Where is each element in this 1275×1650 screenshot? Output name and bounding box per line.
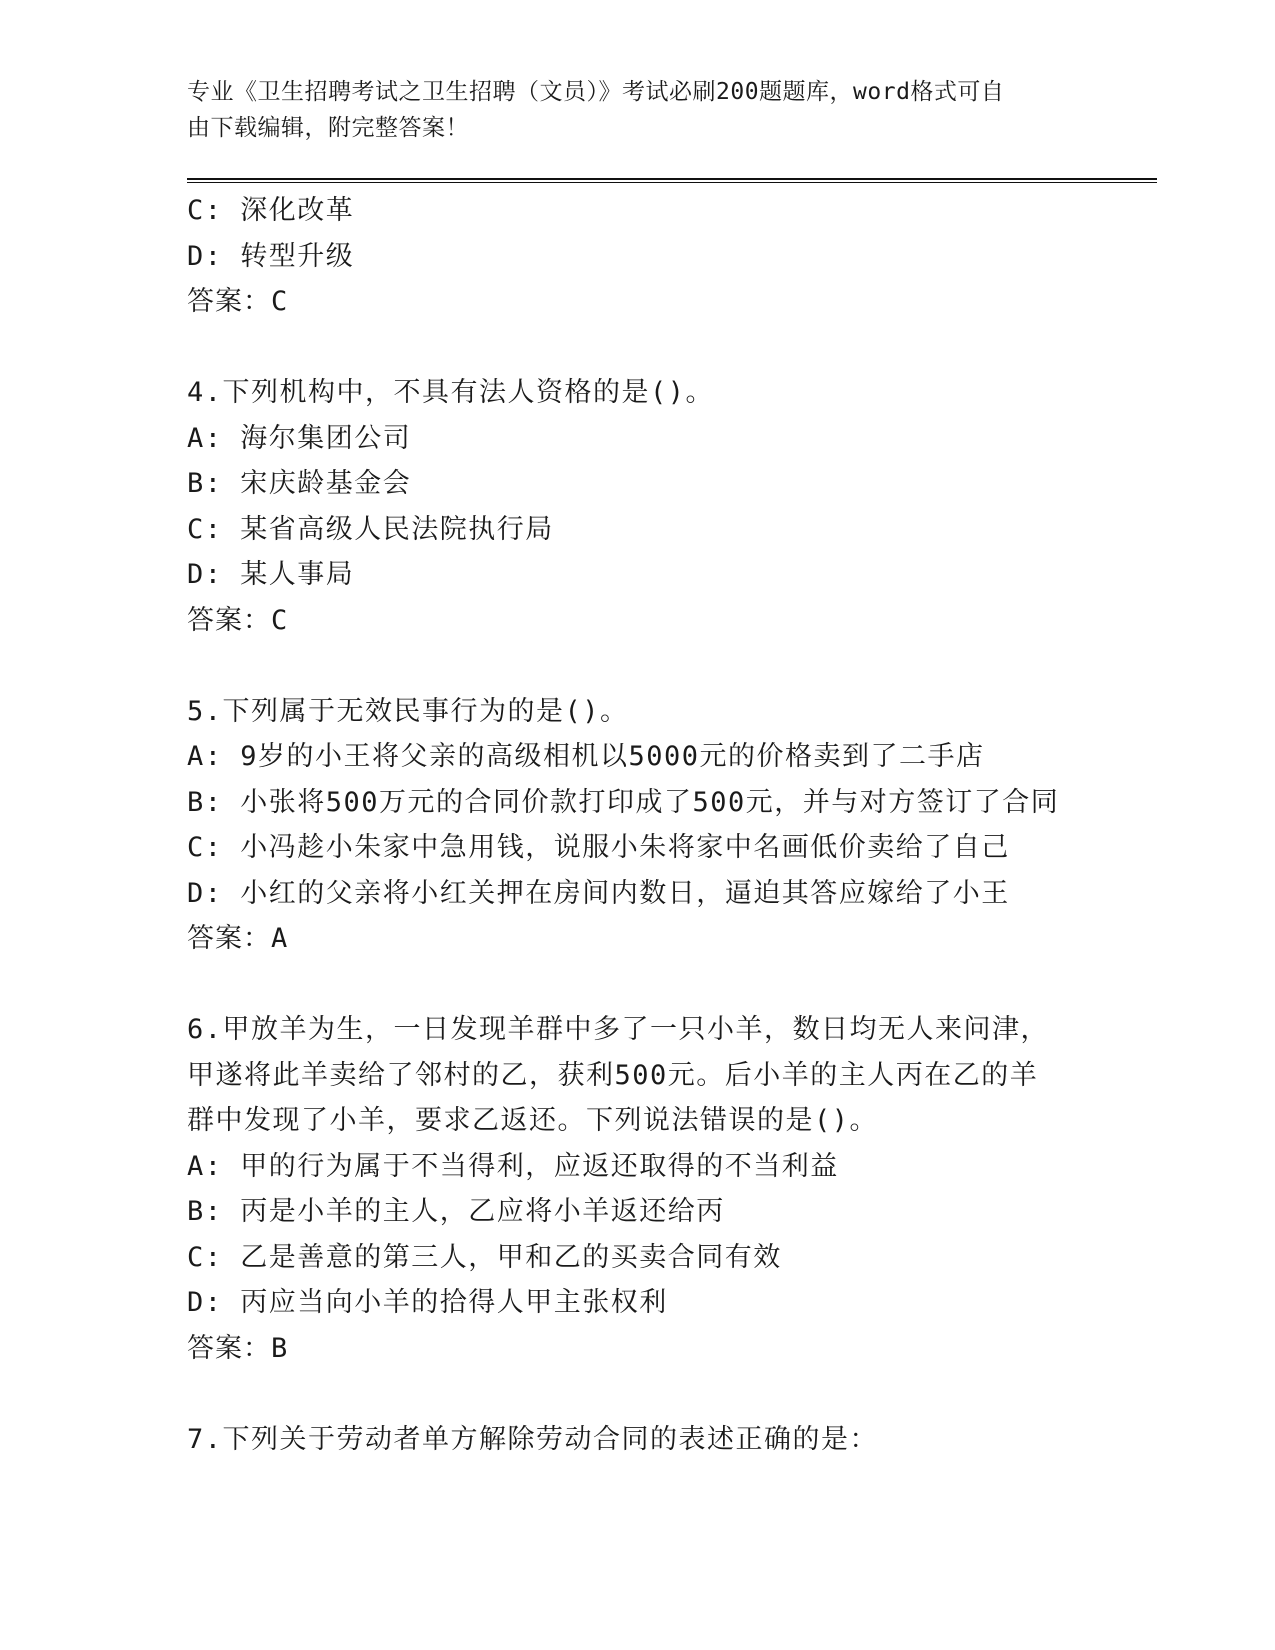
header-title-line-2: 由下载编辑，附完整答案！ [187,115,469,141]
q6-option-b: B: 丙是小羊的主人，乙应将小羊返还给丙 [187,1196,725,1227]
question-4-block [187,370,1127,643]
q4-option-c: C: 某省高级人民法院执行局 [187,513,554,545]
q4-answer: 答案：C [187,604,289,636]
q5-answer: 答案：A [187,923,289,954]
question-7-block [187,1417,1127,1463]
document-body [187,188,1127,1462]
spacer [187,1371,1127,1417]
q5-option-c: C: 小冯趁小朱家中急用钱，说服小朱将家中名画低价卖给了自己 [187,832,1010,863]
header-title-line-1: 专业《卫生招聘考试之卫生招聘（文员）》考试必刷200题题库，word格式可自 [187,79,1005,105]
q5-option-b: B: 小张将500万元的合同价款打印成了500元，并与对方签订了合同 [187,786,1060,818]
q4-option-b: B: 宋庆龄基金会 [187,468,412,499]
q5-option-a: A: 9岁的小王将父亲的高级相机以5000元的价格卖到了二手店 [187,741,985,772]
q5-stem: 5.下列属于无效民事行为的是()。 [187,695,629,727]
q3-option-c: C: 深化改革 [187,195,355,226]
q6-stem-line-3: 群中发现了小羊，要求乙返还。下列说法错误的是()。 [187,1105,879,1136]
spacer [187,962,1127,1008]
q5-option-d: D: 小红的父亲将小红关押在房间内数日，逼迫其答应嫁给了小王 [187,877,1010,909]
page-header [187,74,1077,146]
spacer [187,643,1127,689]
q4-option-d: D: 某人事局 [187,559,355,590]
q4-stem: 4.下列机构中，不具有法人资格的是()。 [187,377,715,408]
spacer [187,325,1127,371]
q6-option-c: C: 乙是善意的第三人，甲和乙的买卖合同有效 [187,1241,782,1273]
q6-stem-line-1: 6.甲放羊为生，一日发现羊群中多了一只小羊，数日均无人来问津， [187,1014,1050,1045]
question-6-block [187,1007,1127,1371]
q6-option-a: A: 甲的行为属于不当得利，应返还取得的不当利益 [187,1150,839,1182]
q6-answer: 答案：B [187,1332,289,1364]
q3-answer: 答案：C [187,286,289,317]
q7-stem: 7.下列关于劳动者单方解除劳动合同的表述正确的是： [187,1423,879,1455]
q6-option-d: D: 丙应当向小羊的拾得人甲主张权利 [187,1287,668,1318]
q6-stem-line-2: 甲遂将此羊卖给了邻村的乙，获利500元。后小羊的主人丙在乙的羊 [187,1059,1039,1091]
question-5-block [187,689,1127,962]
q4-option-a: A: 海尔集团公司 [187,422,412,454]
question-3-block [187,188,1127,325]
q3-option-d: D: 转型升级 [187,240,355,272]
header-divider [187,178,1157,183]
